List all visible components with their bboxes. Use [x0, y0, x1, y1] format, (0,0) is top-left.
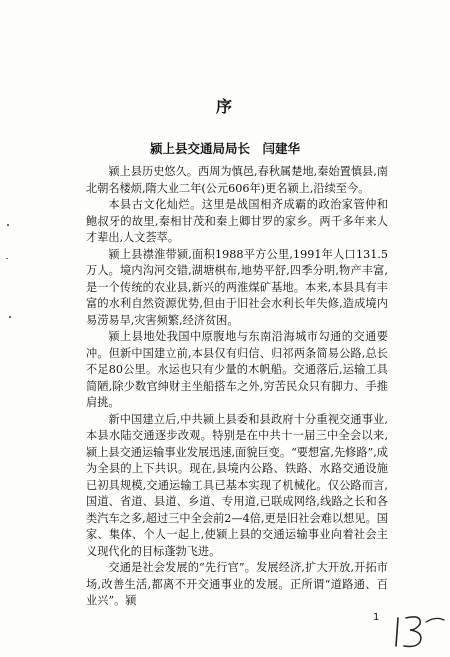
paragraph-old-transport: 颍上县地处我国中原腹地与东南沿海城市勾通的交通要冲。但新中国建立前,本县仅有归信、归祁两条简易公路,总长不足80公里。水运也只有少量的木帆船。交通落后,运输工具简陋,除少数官绅财主坐船搭车之外,穷苦民众只有脚力、手推肩挑。	[86, 330, 388, 409]
paragraph-pioneer: 交通是社会发展的“先行官”。发展经济,扩大开放,开拓市场,改善生活,都离不开交通事业的发展。正所谓“道路通、百业兴”。颍	[86, 561, 388, 607]
paragraph-geography: 颍上县襟淮带颍,面积1988平方公里,1991年人口131.5万人。境内沟河交错,湖塘棋布,地势平舒,四季分明,物产丰富,是一个传统的农业县,新兴的两淮煤矿基地。本来,本县具有丰富的水利自然资源优势,但由于旧社会水利长年失修,造成境内易涝易旱,灾害频繁,经济贫困。	[86, 247, 388, 327]
preface-body	[86, 164, 388, 610]
scan-speck	[7, 224, 9, 226]
paragraph-history: 颍上县历史悠久。西周为慎邑,春秋属楚地,秦始置慎县,南北朝名楼烦,隋大业二年(公元606年)更名颍上,沿续至今。	[86, 165, 388, 195]
page-number: 1	[373, 612, 380, 623]
paragraph-new-transport: 新中国建立后,中共颍上县委和县政府十分重视交通事业,本县水陆交通逐步改观。特别是在中共十一届三中全会以来,颍上县交通运输事业发展迅速,面貌巨变。“要想富,先修路”,成为全县的上下共识。现在,县境内公路、铁路、水路交通设施已初具规模,交通运输工具已基本实现了机械化。仅公路而言,国道、省道、县道、乡道、专用道,已联成网络,线路之长和各类汽车之多,超过三中全会前2—4倍,更是旧社会难以想见。国家、集体、个人一起上,使颍上县的交通运输事业向着社会主义现代化的目标蓬勃飞进。	[86, 412, 388, 558]
scan-speck	[9, 316, 11, 318]
preface-heading: 序	[215, 97, 234, 116]
scan-speck	[6, 258, 8, 259]
paragraph-culture: 本县古文化灿烂。这里是战国相齐成霸的政治家管仲和鲍叔牙的故里,秦相甘茂和秦上卿甘罗的家乡。两千多年来人才辈出,人文荟萃。	[86, 198, 388, 244]
handwritten-page-mark	[392, 612, 448, 650]
author-byline: 颍上县交通局局长 闫建华	[149, 141, 300, 156]
